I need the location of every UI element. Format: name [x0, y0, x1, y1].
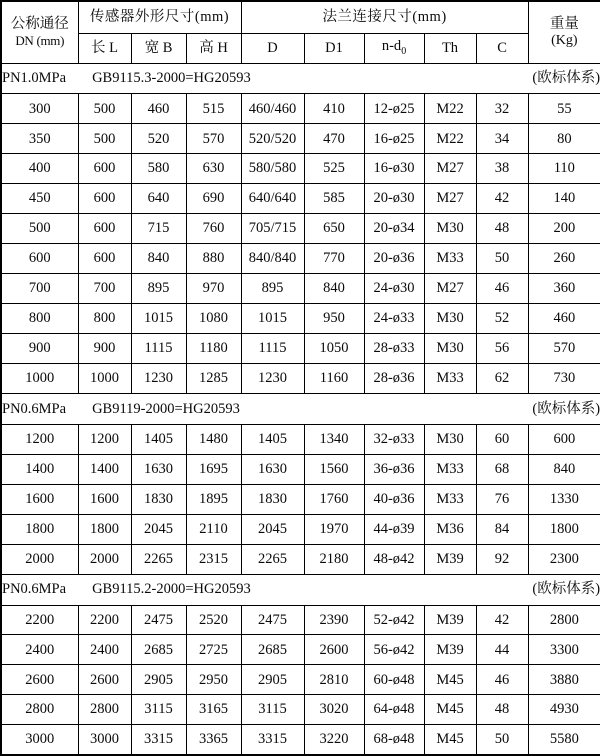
data-cell: 24-ø33	[364, 304, 424, 334]
data-cell: 2000	[1, 544, 78, 574]
data-cell: 840	[528, 454, 600, 484]
data-row	[1, 274, 600, 304]
data-cell: 50	[476, 725, 528, 755]
data-cell: 400	[1, 154, 78, 184]
data-cell: 1330	[528, 484, 600, 514]
data-cell: 1400	[78, 454, 131, 484]
data-cell: 600	[528, 424, 600, 454]
data-row	[1, 154, 600, 184]
data-cell: 62	[476, 363, 528, 393]
data-cell: 2685	[131, 635, 186, 665]
data-cell: 46	[476, 665, 528, 695]
data-cell: 2315	[186, 544, 241, 574]
data-cell: 2200	[78, 605, 131, 635]
data-cell: M39	[424, 605, 476, 635]
data-cell: 1830	[241, 484, 304, 514]
data-cell: 515	[186, 94, 241, 124]
section-header-cell	[1, 574, 600, 605]
data-cell: 570	[528, 333, 600, 363]
data-cell: 64-ø48	[364, 695, 424, 725]
data-cell: 20-ø30	[364, 184, 424, 214]
data-cell: 970	[186, 274, 241, 304]
dn-label-line1: 公称通径	[10, 16, 69, 33]
data-cell: 40-ø36	[364, 484, 424, 514]
data-cell: 1830	[131, 484, 186, 514]
data-cell: 1015	[131, 304, 186, 334]
data-cell: 800	[78, 304, 131, 334]
data-cell: 1800	[1, 514, 78, 544]
data-cell: 600	[78, 154, 131, 184]
data-cell: 5580	[528, 725, 600, 755]
data-cell: 460	[528, 304, 600, 334]
data-cell: M27	[424, 274, 476, 304]
data-cell: 640	[131, 184, 186, 214]
col-header-length-l: 长 L	[78, 33, 131, 63]
data-cell: 110	[528, 154, 600, 184]
data-cell: 730	[528, 363, 600, 393]
data-cell: 840/840	[241, 244, 304, 274]
data-cell: 34	[476, 124, 528, 154]
col-group-sensor-dimensions: 传感器外形尺寸(mm)	[78, 1, 241, 33]
data-cell: 2475	[131, 605, 186, 635]
data-cell: 68	[476, 454, 528, 484]
data-cell: 2800	[78, 695, 131, 725]
standard-system-label: (欧标体系)	[532, 70, 600, 87]
data-cell: 2400	[1, 635, 78, 665]
data-cell: 630	[186, 154, 241, 184]
data-row	[1, 304, 600, 334]
data-cell: 2000	[78, 544, 131, 574]
data-cell: 1200	[78, 424, 131, 454]
data-row	[1, 94, 600, 124]
data-cell: 1340	[304, 424, 364, 454]
col-group-flange-dimensions: 法兰连接尺寸(mm)	[241, 1, 528, 33]
standard-system-label: (欧标体系)	[532, 581, 600, 598]
data-cell: 800	[1, 304, 78, 334]
data-cell: 350	[1, 124, 78, 154]
data-cell: 2300	[528, 544, 600, 574]
data-cell: 715	[131, 214, 186, 244]
data-cell: 1560	[304, 454, 364, 484]
data-row	[1, 605, 600, 635]
data-cell: M45	[424, 695, 476, 725]
data-cell: 48	[476, 695, 528, 725]
data-row	[1, 544, 600, 574]
data-cell: 48	[476, 214, 528, 244]
data-cell: 410	[304, 94, 364, 124]
data-cell: 3880	[528, 665, 600, 695]
data-row	[1, 454, 600, 484]
data-cell: 3000	[78, 725, 131, 755]
col-header-d1: D1	[304, 33, 364, 63]
data-cell: 2520	[186, 605, 241, 635]
data-cell: 1800	[528, 514, 600, 544]
data-cell: M33	[424, 244, 476, 274]
data-cell: 32-ø33	[364, 424, 424, 454]
data-cell: 2180	[304, 544, 364, 574]
data-cell: M30	[424, 214, 476, 244]
data-cell: 460/460	[241, 94, 304, 124]
data-cell: 700	[1, 274, 78, 304]
data-cell: 2800	[1, 695, 78, 725]
data-cell: 2810	[304, 665, 364, 695]
data-cell: 1405	[241, 424, 304, 454]
data-cell: 2725	[186, 635, 241, 665]
data-cell: 46	[476, 274, 528, 304]
data-cell: 2800	[528, 605, 600, 635]
n-d-label: n-d	[381, 38, 402, 55]
data-cell: 300	[1, 94, 78, 124]
data-cell: 1695	[186, 454, 241, 484]
data-cell: 260	[528, 244, 600, 274]
data-cell: 690	[186, 184, 241, 214]
data-cell: 840	[131, 244, 186, 274]
data-cell: 1630	[131, 454, 186, 484]
data-cell: 705/715	[241, 214, 304, 244]
pn-rating-label: PN1.0MPa	[2, 70, 67, 87]
data-cell: 68-ø48	[364, 725, 424, 755]
data-cell: 36-ø36	[364, 454, 424, 484]
data-cell: 1000	[78, 363, 131, 393]
data-cell: 1285	[186, 363, 241, 393]
data-cell: 3165	[186, 695, 241, 725]
data-cell: 500	[1, 214, 78, 244]
standard-code-label: GB9119-2000=HG20593	[92, 400, 240, 417]
data-row	[1, 333, 600, 363]
col-header-n-d0	[364, 33, 424, 63]
data-cell: 1180	[186, 333, 241, 363]
header-row-subcolumns	[1, 33, 600, 63]
data-cell: 880	[186, 244, 241, 274]
data-cell: 200	[528, 214, 600, 244]
data-cell: 525	[304, 154, 364, 184]
data-cell: 52-ø42	[364, 605, 424, 635]
data-cell: 1405	[131, 424, 186, 454]
data-cell: M22	[424, 124, 476, 154]
table-body	[1, 63, 600, 755]
data-cell: 1115	[131, 333, 186, 363]
data-cell: 1630	[241, 454, 304, 484]
data-cell: M30	[424, 333, 476, 363]
data-row	[1, 514, 600, 544]
data-cell: 2950	[186, 665, 241, 695]
data-cell: M27	[424, 154, 476, 184]
data-cell: 640/640	[241, 184, 304, 214]
data-cell: 840	[304, 274, 364, 304]
data-row	[1, 244, 600, 274]
section-header-row	[1, 574, 600, 605]
col-header-dn	[1, 1, 78, 63]
data-cell: 20-ø36	[364, 244, 424, 274]
data-cell: 1080	[186, 304, 241, 334]
data-cell: 28-ø36	[364, 363, 424, 393]
header-row-groups	[1, 1, 600, 33]
data-cell: 1895	[186, 484, 241, 514]
data-cell: 1970	[304, 514, 364, 544]
data-cell: 48-ø42	[364, 544, 424, 574]
col-header-d: D	[241, 33, 304, 63]
data-cell: 2265	[241, 544, 304, 574]
data-cell: 2905	[241, 665, 304, 695]
col-header-weight	[528, 1, 600, 63]
data-cell: 1000	[1, 363, 78, 393]
weight-label-line2: (Kg)	[551, 32, 578, 48]
data-cell: 24-ø30	[364, 274, 424, 304]
data-cell: 760	[186, 214, 241, 244]
data-cell: 140	[528, 184, 600, 214]
data-cell: 80	[528, 124, 600, 154]
data-row	[1, 484, 600, 514]
data-cell: 650	[304, 214, 364, 244]
data-cell: 1050	[304, 333, 364, 363]
pn-rating-label: PN0.6MPa	[2, 400, 67, 417]
data-cell: 2110	[186, 514, 241, 544]
data-cell: 2265	[131, 544, 186, 574]
data-cell: M33	[424, 454, 476, 484]
data-cell: 600	[78, 214, 131, 244]
data-cell: 76	[476, 484, 528, 514]
data-cell: 520/520	[241, 124, 304, 154]
data-cell: M30	[424, 424, 476, 454]
data-cell: 1600	[78, 484, 131, 514]
data-row	[1, 214, 600, 244]
weight-label-line1: 重量	[549, 15, 579, 32]
data-cell: 520	[131, 124, 186, 154]
data-cell: 950	[304, 304, 364, 334]
standard-system-label: (欧标体系)	[532, 400, 600, 417]
data-cell: 2475	[241, 605, 304, 635]
data-cell: M45	[424, 725, 476, 755]
data-cell: 460	[131, 94, 186, 124]
data-cell: 50	[476, 244, 528, 274]
data-cell: M39	[424, 635, 476, 665]
data-cell: M33	[424, 363, 476, 393]
data-cell: M36	[424, 514, 476, 544]
data-cell: 3000	[1, 725, 78, 755]
data-cell: 20-ø34	[364, 214, 424, 244]
dn-label-line2: DN (mm)	[15, 33, 65, 49]
section-header-cell	[1, 63, 600, 94]
data-cell: 55	[528, 94, 600, 124]
data-cell: 1800	[78, 514, 131, 544]
data-cell: 2390	[304, 605, 364, 635]
data-cell: 570	[186, 124, 241, 154]
standard-code-label: GB9115.3-2000=HG20593	[92, 70, 251, 87]
data-cell: 600	[1, 244, 78, 274]
data-cell: 900	[1, 333, 78, 363]
data-cell: 1760	[304, 484, 364, 514]
data-cell: 1015	[241, 304, 304, 334]
n-d-subscript: 0	[401, 46, 407, 58]
data-cell: 4930	[528, 695, 600, 725]
data-row	[1, 725, 600, 755]
data-cell: 3020	[304, 695, 364, 725]
data-cell: 32	[476, 94, 528, 124]
data-cell: M39	[424, 544, 476, 574]
data-row	[1, 363, 600, 393]
col-header-width-b: 宽 B	[131, 33, 186, 63]
data-cell: 360	[528, 274, 600, 304]
data-cell: 3115	[241, 695, 304, 725]
data-row	[1, 695, 600, 725]
data-row	[1, 635, 600, 665]
col-header-height-h: 高 H	[186, 33, 241, 63]
col-header-c: C	[476, 33, 528, 63]
data-cell: 28-ø33	[364, 333, 424, 363]
data-cell: M30	[424, 304, 476, 334]
data-cell: 470	[304, 124, 364, 154]
section-header-row	[1, 63, 600, 94]
data-cell: 600	[78, 184, 131, 214]
data-cell: 2685	[241, 635, 304, 665]
data-cell: M27	[424, 184, 476, 214]
data-cell: 3300	[528, 635, 600, 665]
data-cell: 60	[476, 424, 528, 454]
data-cell: M45	[424, 665, 476, 695]
data-cell: 2400	[78, 635, 131, 665]
data-cell: 2600	[78, 665, 131, 695]
data-row	[1, 184, 600, 214]
data-cell: 38	[476, 154, 528, 184]
data-cell: 1115	[241, 333, 304, 363]
section-header-cell	[1, 393, 600, 424]
data-cell: 1230	[241, 363, 304, 393]
data-cell: 92	[476, 544, 528, 574]
data-cell: 3315	[241, 725, 304, 755]
data-cell: 3365	[186, 725, 241, 755]
data-cell: M33	[424, 484, 476, 514]
data-cell: 56-ø42	[364, 635, 424, 665]
data-cell: 500	[78, 94, 131, 124]
data-cell: 1160	[304, 363, 364, 393]
data-cell: M22	[424, 94, 476, 124]
data-cell: 42	[476, 184, 528, 214]
data-cell: 3315	[131, 725, 186, 755]
data-cell: 770	[304, 244, 364, 274]
data-cell: 585	[304, 184, 364, 214]
data-cell: 1200	[1, 424, 78, 454]
data-cell: 3220	[304, 725, 364, 755]
data-cell: 895	[131, 274, 186, 304]
data-cell: 700	[78, 274, 131, 304]
data-cell: 450	[1, 184, 78, 214]
data-cell: 900	[78, 333, 131, 363]
data-cell: 16-ø30	[364, 154, 424, 184]
data-row	[1, 424, 600, 454]
data-cell: 895	[241, 274, 304, 304]
data-cell: 1600	[1, 484, 78, 514]
standard-code-label: GB9115.2-2000=HG20593	[92, 581, 251, 598]
data-cell: 2600	[304, 635, 364, 665]
data-cell: 1400	[1, 454, 78, 484]
data-row	[1, 665, 600, 695]
data-cell: 44-ø39	[364, 514, 424, 544]
data-cell: 600	[78, 244, 131, 274]
data-cell: 500	[78, 124, 131, 154]
data-cell: 52	[476, 304, 528, 334]
data-row	[1, 124, 600, 154]
data-cell: 2600	[1, 665, 78, 695]
data-cell: 1230	[131, 363, 186, 393]
data-cell: 1480	[186, 424, 241, 454]
data-cell: 44	[476, 635, 528, 665]
data-cell: 42	[476, 605, 528, 635]
section-header-row	[1, 393, 600, 424]
col-header-th: Th	[424, 33, 476, 63]
data-cell: 2200	[1, 605, 78, 635]
data-cell: 84	[476, 514, 528, 544]
data-cell: 16-ø25	[364, 124, 424, 154]
data-cell: 580	[131, 154, 186, 184]
data-cell: 3115	[131, 695, 186, 725]
data-cell: 2045	[131, 514, 186, 544]
pn-rating-label: PN0.6MPa	[2, 581, 67, 598]
data-cell: 580/580	[241, 154, 304, 184]
data-cell: 2045	[241, 514, 304, 544]
data-cell: 60-ø48	[364, 665, 424, 695]
data-cell: 12-ø25	[364, 94, 424, 124]
data-cell: 2905	[131, 665, 186, 695]
data-cell: 56	[476, 333, 528, 363]
